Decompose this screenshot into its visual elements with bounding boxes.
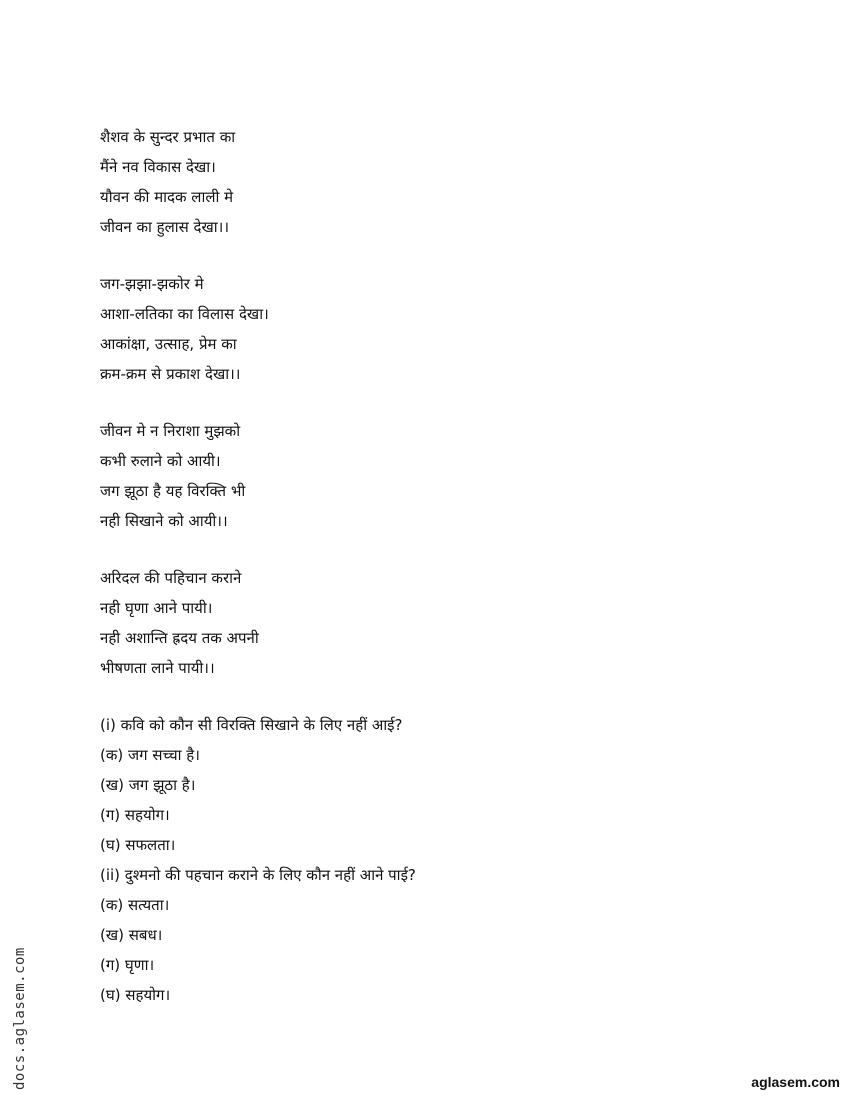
poem-stanza-4 <box>100 563 760 683</box>
poem-line: कभी रुलाने को आयी। <box>100 452 221 470</box>
document-body <box>100 122 760 1010</box>
poem-stanza-1 <box>100 122 760 242</box>
poem-line: नही अशान्ति ह्रदय तक अपनी <box>100 629 259 647</box>
poem-line: यौवन की मादक लाली मे <box>100 188 234 206</box>
poem-line: शैशव के सुन्दर प्रभात का <box>100 128 236 146</box>
question-1-option-d: (घ) सफलता। <box>100 836 176 854</box>
question-section <box>100 710 760 1010</box>
question-1-text: (i) कवि को कौन सी विरक्ति सिखाने के लिए नहीं आई? <box>100 716 403 734</box>
question-2-text: (ii) दुश्मनो की पहचान कराने के लिए कौन नहीं आने पाई? <box>100 866 416 884</box>
question-2-option-a: (क) सत्यता। <box>100 896 170 914</box>
question-1-option-b: (ख) जग झूठा है। <box>100 776 196 794</box>
poem-line: क्रम-क्रम से प्रकाश देखा।। <box>100 365 241 383</box>
poem-line: मैंने नव विकास देखा। <box>100 158 216 176</box>
poem-line: जीवन का हुलास देखा।। <box>100 218 230 236</box>
poem-line: भीषणता लाने पायी।। <box>100 659 215 677</box>
poem-line: जग झूठा है यह विरक्ति भी <box>100 482 246 500</box>
poem-stanza-3 <box>100 416 760 536</box>
poem-stanza-2 <box>100 269 760 389</box>
question-1-option-c: (ग) सहयोग। <box>100 806 170 824</box>
poem-line: जीवन मे न निराशा मुझको <box>100 422 241 440</box>
poem-line: जग-झझा-झकोर मे <box>100 275 204 293</box>
poem-line: नही सिखाने को आयी।। <box>100 512 228 530</box>
question-2-option-b: (ख) सबध। <box>100 926 163 944</box>
question-2-option-d: (घ) सहयोग। <box>100 986 171 1004</box>
poem-line: आशा-लतिका का विलास देखा। <box>100 305 269 323</box>
question-2-option-c: (ग) घृणा। <box>100 956 155 974</box>
question-1-option-a: (क) जग सच्चा है। <box>100 746 200 764</box>
poem-line: नही घृणा आने पायी। <box>100 599 213 617</box>
poem-line: अरिदल की पहिचान कराने <box>100 569 242 587</box>
side-watermark: docs.aglasem.com <box>12 947 28 1090</box>
poem-line: आकांक्षा, उत्साह, प्रेम का <box>100 335 237 353</box>
footer-brand-link[interactable]: aglasem.com <box>751 1074 840 1090</box>
